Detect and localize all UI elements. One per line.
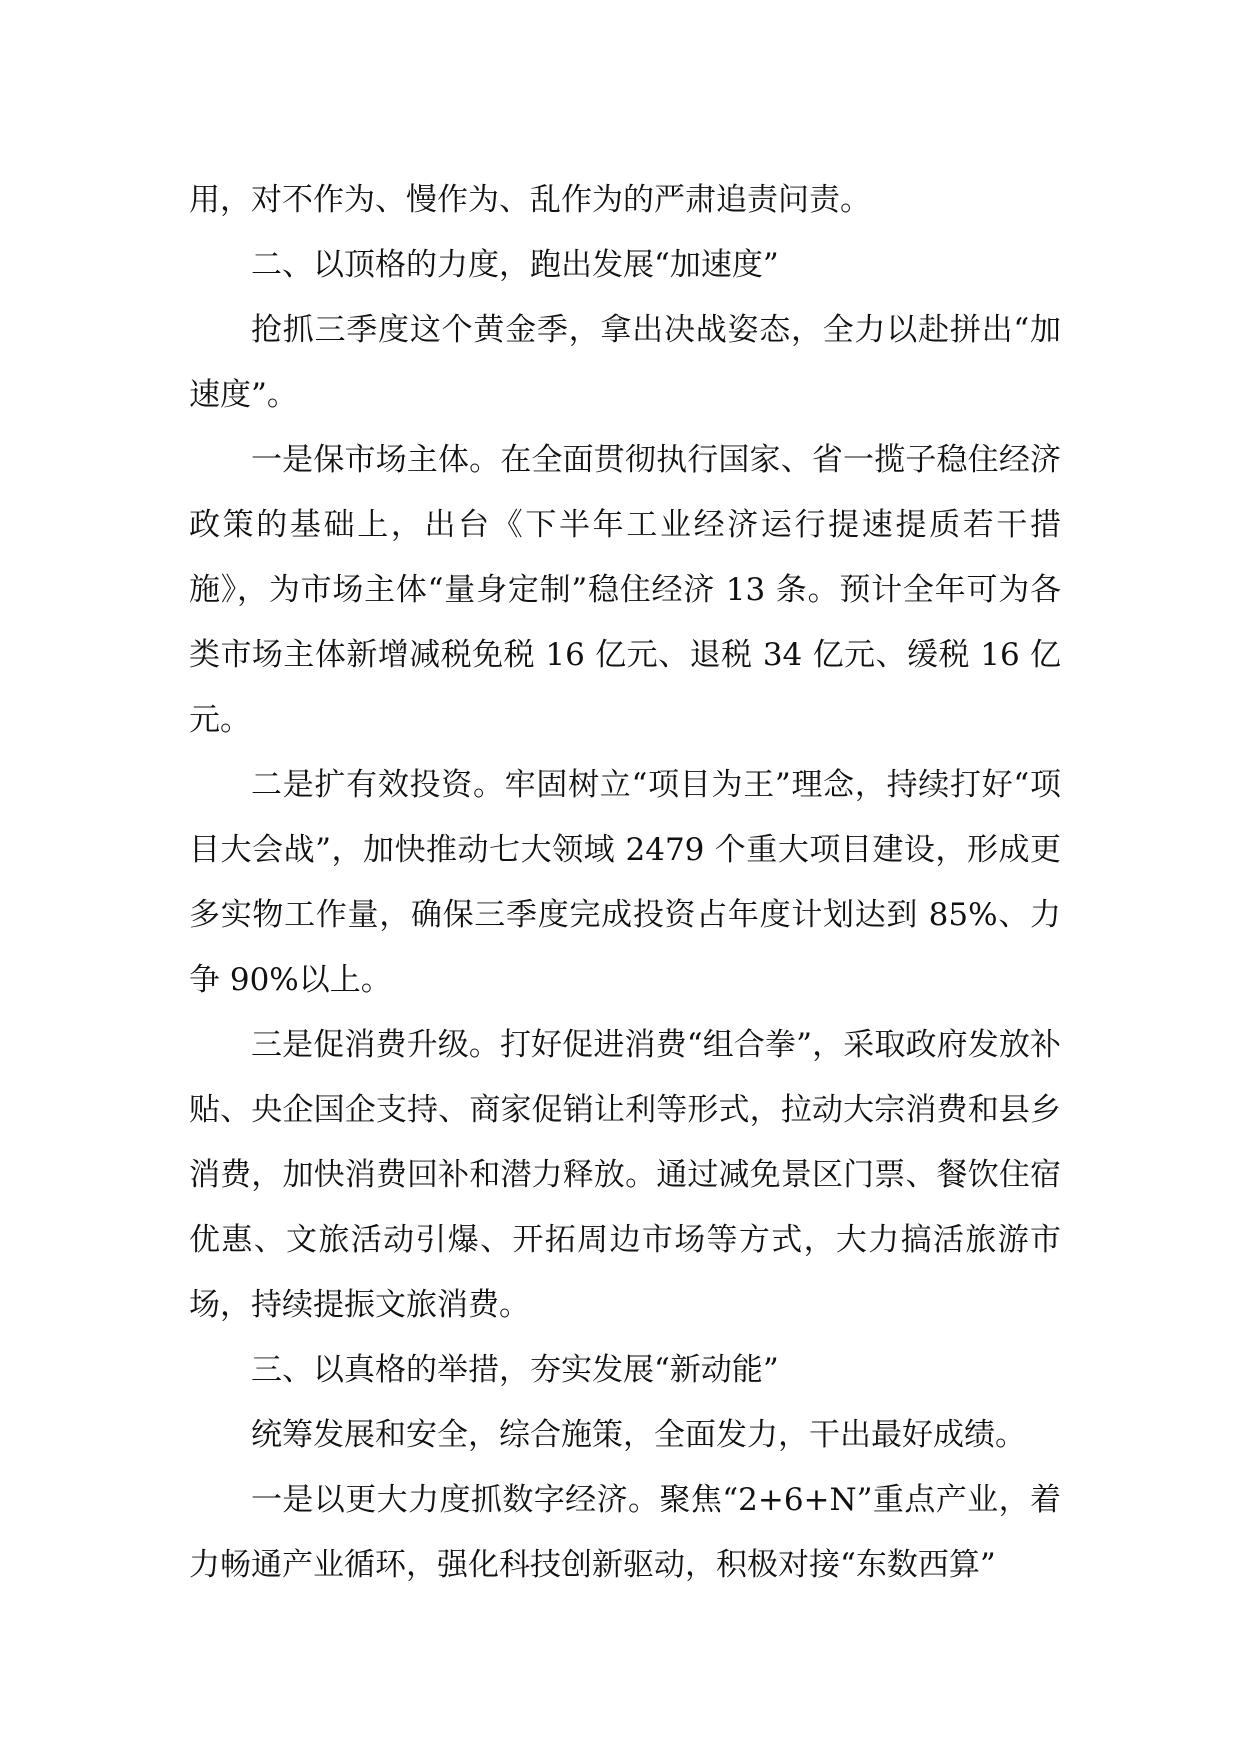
paragraph-intro-section-3: 统筹发展和安全，综合施策，全面发力，干出最好成绩。: [251, 1417, 1026, 1453]
section-heading-3: 三、以真格的举措，夯实发展“新动能”: [251, 1352, 779, 1388]
section-heading-2: 二、以顶格的力度，跑出发展“加速度”: [251, 247, 779, 283]
paragraph-consumption: 三是促消费升级。打好促进消费“组合拳”，采取政府发放补贴、央企国企支持、商家促销让利等形式，拉动大宗消费和县乡消费，加快消费回补和潜力释放。通过减免景区门票、餐饮住宿优惠、文旅活动引爆、开拓周边市场等方式，大力搞活旅游市场，持续提振文旅消费。: [189, 1027, 1061, 1323]
paragraph-digital-economy: 一是以更大力度抓数字经济。聚焦“2+6+N”重点产业，着力畅通产业循环，强化科技创新驱动，积极对接“东数西算”: [189, 1482, 1061, 1583]
document-body: [189, 168, 1061, 1598]
paragraph-continuation: 用，对不作为、慢作为、乱作为的严肃追责问责。: [189, 182, 871, 218]
paragraph-investment: 二是扩有效投资。牢固树立“项目为王”理念，持续打好“项目大会战”，加快推动七大领域 2479 个重大项目建设，形成更多实物工作量，确保三季度完成投资占年度计划达到 85%、力争 90%以上。: [189, 767, 1061, 998]
paragraph-market-entities: 一是保市场主体。在全面贯彻执行国家、省一揽子稳住经济政策的基础上，出台《下半年工业经济运行提速提质若干措施》，为市场主体“量身定制”稳住经济 13 条。预计全年可为各类市场主体新增减税免税 16 亿元、退税 34 亿元、缓税 16 亿元。: [189, 442, 1061, 738]
paragraph-intro-section-2: 抢抓三季度这个黄金季，拿出决战姿态，全力以赴拼出“加速度”。: [189, 312, 1061, 413]
